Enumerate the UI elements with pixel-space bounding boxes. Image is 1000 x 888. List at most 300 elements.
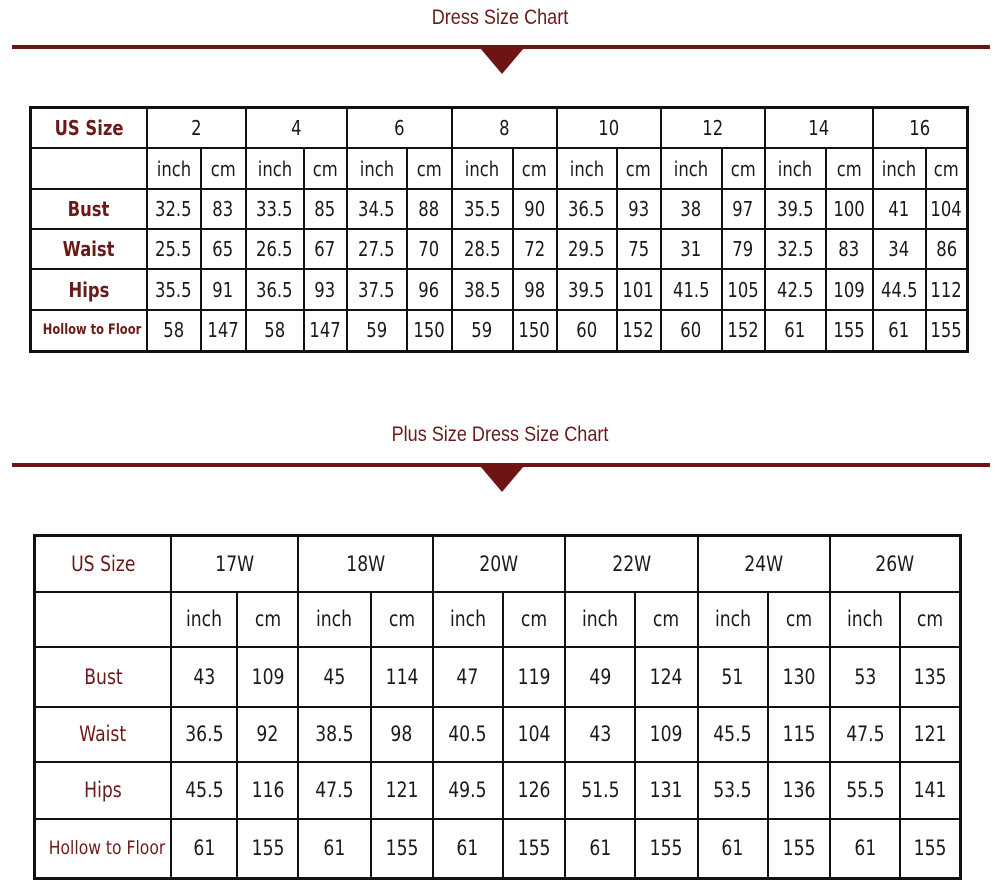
size-header-cell-text: 2 [190,116,202,140]
value-cell-text: 34.5 [358,197,395,221]
unit-inch-cell-text: inch [359,156,394,181]
measurement-row [35,707,961,762]
unit-inch-cell-text: inch [673,156,709,181]
unit-inch-cell-text: inch [185,607,223,631]
value-cell-text: 126 [517,778,551,802]
value-cell-text: 104 [930,197,963,221]
value-cell [661,189,722,229]
value-cell-text: 98 [524,277,545,302]
value-cell-text: 36.5 [256,277,293,302]
size-header-cell-text: 18W [346,551,386,576]
measurement-label [31,269,147,310]
value-cell-text: 61 [784,318,806,343]
unit-cm-cell [826,148,873,189]
value-cell-text: 39.5 [776,197,814,221]
value-cell [926,229,968,269]
value-cell-text: 51.5 [581,778,620,802]
value-cell [304,269,347,310]
measurement-row [35,762,961,819]
value-cell-text: 61 [193,836,216,861]
measurement-row [35,819,961,879]
value-cell [926,269,968,310]
value-cell [347,310,407,351]
unit-cm-cell-text: cm [653,607,680,631]
unit-inch-cell [765,148,826,189]
value-cell-text: 45.5 [713,722,752,746]
value-cell [433,707,503,762]
value-cell-text: 59 [366,318,387,343]
value-cell [298,762,370,819]
unit-cm-cell [304,148,347,189]
unit-cm-cell [201,148,246,189]
unit-inch-cell [298,592,370,647]
unit-inch-cell [830,592,900,647]
value-cell [873,189,926,229]
unit-inch-cell-text: inch [714,607,751,631]
size-header-cell [452,108,557,149]
value-cell [698,819,768,879]
value-cell-text: 27.5 [358,237,395,261]
unit-inch-cell-text: inch [464,156,500,181]
value-cell-text: 40.5 [448,722,488,746]
value-cell [826,269,873,310]
value-cell [722,310,765,351]
blank-cell [35,592,171,647]
value-cell-text: 45.5 [184,778,224,802]
value-cell-text: 98 [390,722,413,746]
value-cell [617,189,661,229]
unit-inch-cell [661,148,722,189]
value-cell [147,310,201,351]
size-header-cell [347,108,452,149]
value-cell [246,310,304,351]
value-cell-text: 34 [888,237,910,261]
value-cell-text: 59 [471,318,493,343]
value-cell-text: 121 [385,778,419,802]
value-cell-text: 83 [212,197,234,221]
value-cell [635,647,697,707]
measurement-row [35,647,961,707]
value-cell-text: 38.5 [315,722,354,746]
value-cell [557,310,617,351]
value-cell [347,269,407,310]
value-cell [873,269,926,310]
value-cell-text: 45 [323,664,346,689]
value-cell-text: 155 [930,318,963,343]
value-cell [201,310,246,351]
value-cell-text: 147 [207,318,239,343]
dress-size-chart-title: Dress Size Chart [431,6,569,29]
value-cell-text: 29.5 [568,237,605,261]
value-cell-text: 152 [727,318,759,343]
value-cell-text: 96 [418,277,440,302]
unit-inch-cell [433,592,503,647]
value-cell [565,819,635,879]
size-header-cell-text: 16 [909,116,931,140]
value-cell [237,819,298,879]
measurement-label-text: Waist [62,237,115,261]
size-header-cell-text: 17W [215,551,255,576]
size-header-cell-text: 20W [479,551,519,576]
value-cell [565,762,635,819]
size-header-cell [830,536,961,592]
value-cell-text: 121 [913,722,947,746]
value-cell-text: 86 [935,237,957,261]
size-header-cell [661,108,765,149]
unit-cm-cell [513,148,557,189]
value-cell [722,229,765,269]
value-cell [298,707,370,762]
us-size-label-text: US Size [54,116,124,140]
value-cell [171,707,237,762]
value-cell [246,229,304,269]
value-cell [617,229,661,269]
unit-inch-cell [698,592,768,647]
value-cell [147,229,201,269]
value-cell [298,647,370,707]
size-header-cell [171,536,298,592]
size-header-cell-text: 12 [702,116,724,140]
value-cell-text: 36.5 [568,197,605,221]
unit-cm-cell [768,592,830,647]
unit-inch-cell [347,148,407,189]
value-cell [826,189,873,229]
unit-cm-cell-text: cm [933,156,959,181]
value-cell [765,269,826,310]
unit-inch-cell-text: inch [316,607,353,631]
value-cell [171,647,237,707]
down-arrow-icon [480,466,524,492]
value-cell [765,310,826,351]
unit-cm-cell [407,148,452,189]
value-cell-text: 109 [251,664,285,689]
value-cell-text: 104 [517,722,551,746]
value-cell-text: 47.5 [315,778,354,802]
value-cell-text: 51 [721,664,744,689]
value-cell [661,310,722,351]
unit-inch-cell [246,148,304,189]
measurement-label [35,707,171,762]
value-cell [503,707,565,762]
value-cell-text: 150 [413,318,445,343]
unit-inch-cell-text: inch [582,607,619,631]
value-cell [237,762,298,819]
value-cell [661,229,722,269]
value-cell-text: 83 [838,237,860,261]
value-cell-text: 155 [385,836,419,861]
value-cell-text: 135 [913,664,947,689]
value-cell [371,819,433,879]
value-cell-text: 42.5 [776,277,814,302]
value-cell [830,819,900,879]
size-header-cell [873,108,968,149]
unit-cm-cell-text: cm [836,156,862,181]
value-cell [557,269,617,310]
value-cell-text: 53.5 [713,778,752,802]
value-cell-text: 60 [680,318,702,343]
value-cell-text: 109 [650,722,683,746]
unit-inch-cell [557,148,617,189]
value-cell [503,647,565,707]
value-cell [171,819,237,879]
value-cell [433,762,503,819]
unit-cm-cell-text: cm [388,607,415,631]
measurement-label [31,189,147,229]
value-cell [171,762,237,819]
value-cell [830,762,900,819]
value-cell [304,189,347,229]
measurement-label-text: Hollow to Floor [48,837,166,860]
value-cell-text: 25.5 [155,237,192,261]
measurement-label [31,229,147,269]
us-size-label [31,108,147,149]
unit-cm-cell [503,592,565,647]
value-cell [635,762,697,819]
value-cell-text: 58 [163,318,184,343]
value-cell [503,762,565,819]
value-cell-text: 53 [854,664,877,689]
value-cell [635,707,697,762]
measurement-label [35,819,171,879]
down-arrow-icon [480,48,524,74]
value-cell [298,819,370,879]
value-cell [452,310,513,351]
value-cell-text: 131 [650,778,683,802]
value-cell-text: 65 [212,237,234,261]
value-cell-text: 114 [385,664,419,689]
size-header-cell-text: 26W [875,551,915,576]
unit-header-row [35,592,961,647]
value-cell [557,189,617,229]
value-cell [565,647,635,707]
value-cell-text: 28.5 [463,237,501,261]
plus-size-table [33,534,962,880]
value-cell [873,310,926,351]
value-cell-text: 85 [314,197,336,221]
value-cell-text: 58 [264,318,285,343]
size-header-cell-text: 14 [808,116,830,140]
value-cell-text: 91 [212,277,234,302]
unit-inch-cell [452,148,513,189]
value-cell [698,707,768,762]
value-cell [304,310,347,351]
value-cell-text: 75 [628,237,650,261]
unit-cm-cell [926,148,968,189]
unit-inch-cell-text: inch [449,607,486,631]
value-cell-text: 61 [323,836,346,861]
value-cell-text: 105 [727,277,759,302]
measurement-row [31,269,968,310]
unit-cm-cell-text: cm [416,156,442,181]
value-cell-text: 67 [314,237,336,261]
value-cell-text: 141 [913,778,947,802]
value-cell [900,762,960,819]
value-cell-text: 55.5 [845,778,885,802]
value-cell [452,189,513,229]
value-cell-text: 44.5 [880,277,918,302]
value-cell-text: 155 [650,836,683,861]
value-cell-text: 35.5 [155,277,192,302]
unit-inch-cell-text: inch [156,156,191,181]
measurement-label [31,310,147,351]
value-cell-text: 47 [456,664,479,689]
unit-inch-cell-text: inch [777,156,813,181]
value-cell-text: 49.5 [448,778,488,802]
unit-cm-cell-text: cm [785,607,812,631]
value-cell-text: 79 [732,237,754,261]
unit-inch-cell-text: inch [881,156,917,181]
value-cell [830,647,900,707]
unit-cm-cell [635,592,697,647]
value-cell-text: 61 [888,318,910,343]
unit-cm-cell-text: cm [312,156,338,181]
value-cell [722,189,765,229]
value-cell-text: 155 [833,318,865,343]
size-header-row [35,536,961,592]
unit-cm-cell [617,148,661,189]
value-cell-text: 36.5 [184,722,224,746]
value-cell [900,707,960,762]
size-header-cell-text: 24W [744,551,784,576]
value-cell [513,269,557,310]
value-cell [147,189,201,229]
value-cell [698,762,768,819]
value-cell [826,310,873,351]
size-header-cell-text: 4 [290,116,302,140]
unit-cm-cell-text: cm [520,607,548,631]
unit-cm-cell [900,592,960,647]
value-cell [147,269,201,310]
unit-inch-cell-text: inch [257,156,292,181]
value-cell-text: 97 [732,197,754,221]
value-cell-text: 35.5 [463,197,501,221]
value-cell [826,229,873,269]
value-cell [926,310,968,351]
size-header-cell [698,536,830,592]
unit-cm-cell-text: cm [210,156,236,181]
plus-size-chart-title: Plus Size Dress Size Chart [391,423,609,446]
value-cell [407,310,452,351]
size-header-cell-text: 22W [611,551,651,576]
value-cell [830,707,900,762]
value-cell-text: 41 [888,197,910,221]
measurement-row [31,310,968,351]
value-cell [873,229,926,269]
unit-cm-cell-text: cm [522,156,548,181]
value-cell-text: 155 [517,836,551,861]
size-header-cell-text: 6 [393,116,405,140]
measurement-label-text: Hips [68,277,110,302]
value-cell-text: 116 [251,778,285,802]
value-cell-text: 37.5 [358,277,395,302]
value-cell [926,189,968,229]
value-cell-text: 115 [782,722,816,746]
value-cell [565,707,635,762]
value-cell [347,189,407,229]
measurement-row [31,229,968,269]
size-header-cell-text: 10 [598,116,620,140]
value-cell-text: 32.5 [776,237,814,261]
value-cell [768,819,830,879]
unit-cm-cell [237,592,298,647]
value-cell [661,269,722,310]
value-cell-text: 155 [782,836,816,861]
value-cell [237,707,298,762]
value-cell [768,707,830,762]
dress-size-table [29,106,969,353]
us-size-label [35,536,171,592]
value-cell-text: 155 [251,836,285,861]
value-cell-text: 112 [930,277,963,302]
unit-inch-cell-text: inch [847,607,884,631]
us-size-label-text: US Size [70,551,136,576]
value-cell-text: 136 [782,778,816,802]
value-cell [371,762,433,819]
size-header-cell [433,536,565,592]
value-cell [407,189,452,229]
value-cell-text: 43 [193,664,216,689]
measurement-label-text: Waist [79,722,127,746]
value-cell [900,647,960,707]
value-cell [304,229,347,269]
blank-cell [31,148,147,189]
size-header-cell [298,536,432,592]
size-header-cell [565,536,697,592]
value-cell-text: 26.5 [256,237,293,261]
value-cell [407,229,452,269]
value-cell-text: 49 [589,664,612,689]
value-cell [452,229,513,269]
value-cell-text: 109 [833,277,865,302]
value-cell-text: 93 [628,197,650,221]
value-cell-text: 61 [456,836,479,861]
value-cell-text: 70 [418,237,440,261]
value-cell [513,310,557,351]
value-cell [698,647,768,707]
value-cell-text: 92 [256,722,279,746]
measurement-label-text: Bust [67,197,110,221]
size-header-cell [246,108,347,149]
size-header-cell [557,108,661,149]
value-cell-text: 61 [589,836,612,861]
measurement-label [35,762,171,819]
unit-inch-cell [873,148,926,189]
unit-cm-cell [722,148,765,189]
value-cell [201,189,246,229]
value-cell [635,819,697,879]
value-cell-text: 41.5 [672,277,710,302]
value-cell-text: 47.5 [845,722,885,746]
value-cell-text: 124 [650,664,683,689]
measurement-label-text: Hips [84,778,122,802]
unit-inch-cell [147,148,201,189]
value-cell-text: 72 [524,237,545,261]
value-cell [557,229,617,269]
value-cell [617,310,661,351]
value-cell [503,819,565,879]
unit-cm-cell [371,592,433,647]
value-cell-text: 130 [782,664,816,689]
unit-header-row [31,148,968,189]
measurement-row [31,189,968,229]
value-cell-text: 33.5 [256,197,293,221]
value-cell [433,819,503,879]
value-cell-text: 100 [833,197,865,221]
unit-cm-cell-text: cm [626,156,652,181]
value-cell-text: 88 [418,197,440,221]
value-cell-text: 43 [589,722,612,746]
unit-cm-cell-text: cm [916,607,944,631]
